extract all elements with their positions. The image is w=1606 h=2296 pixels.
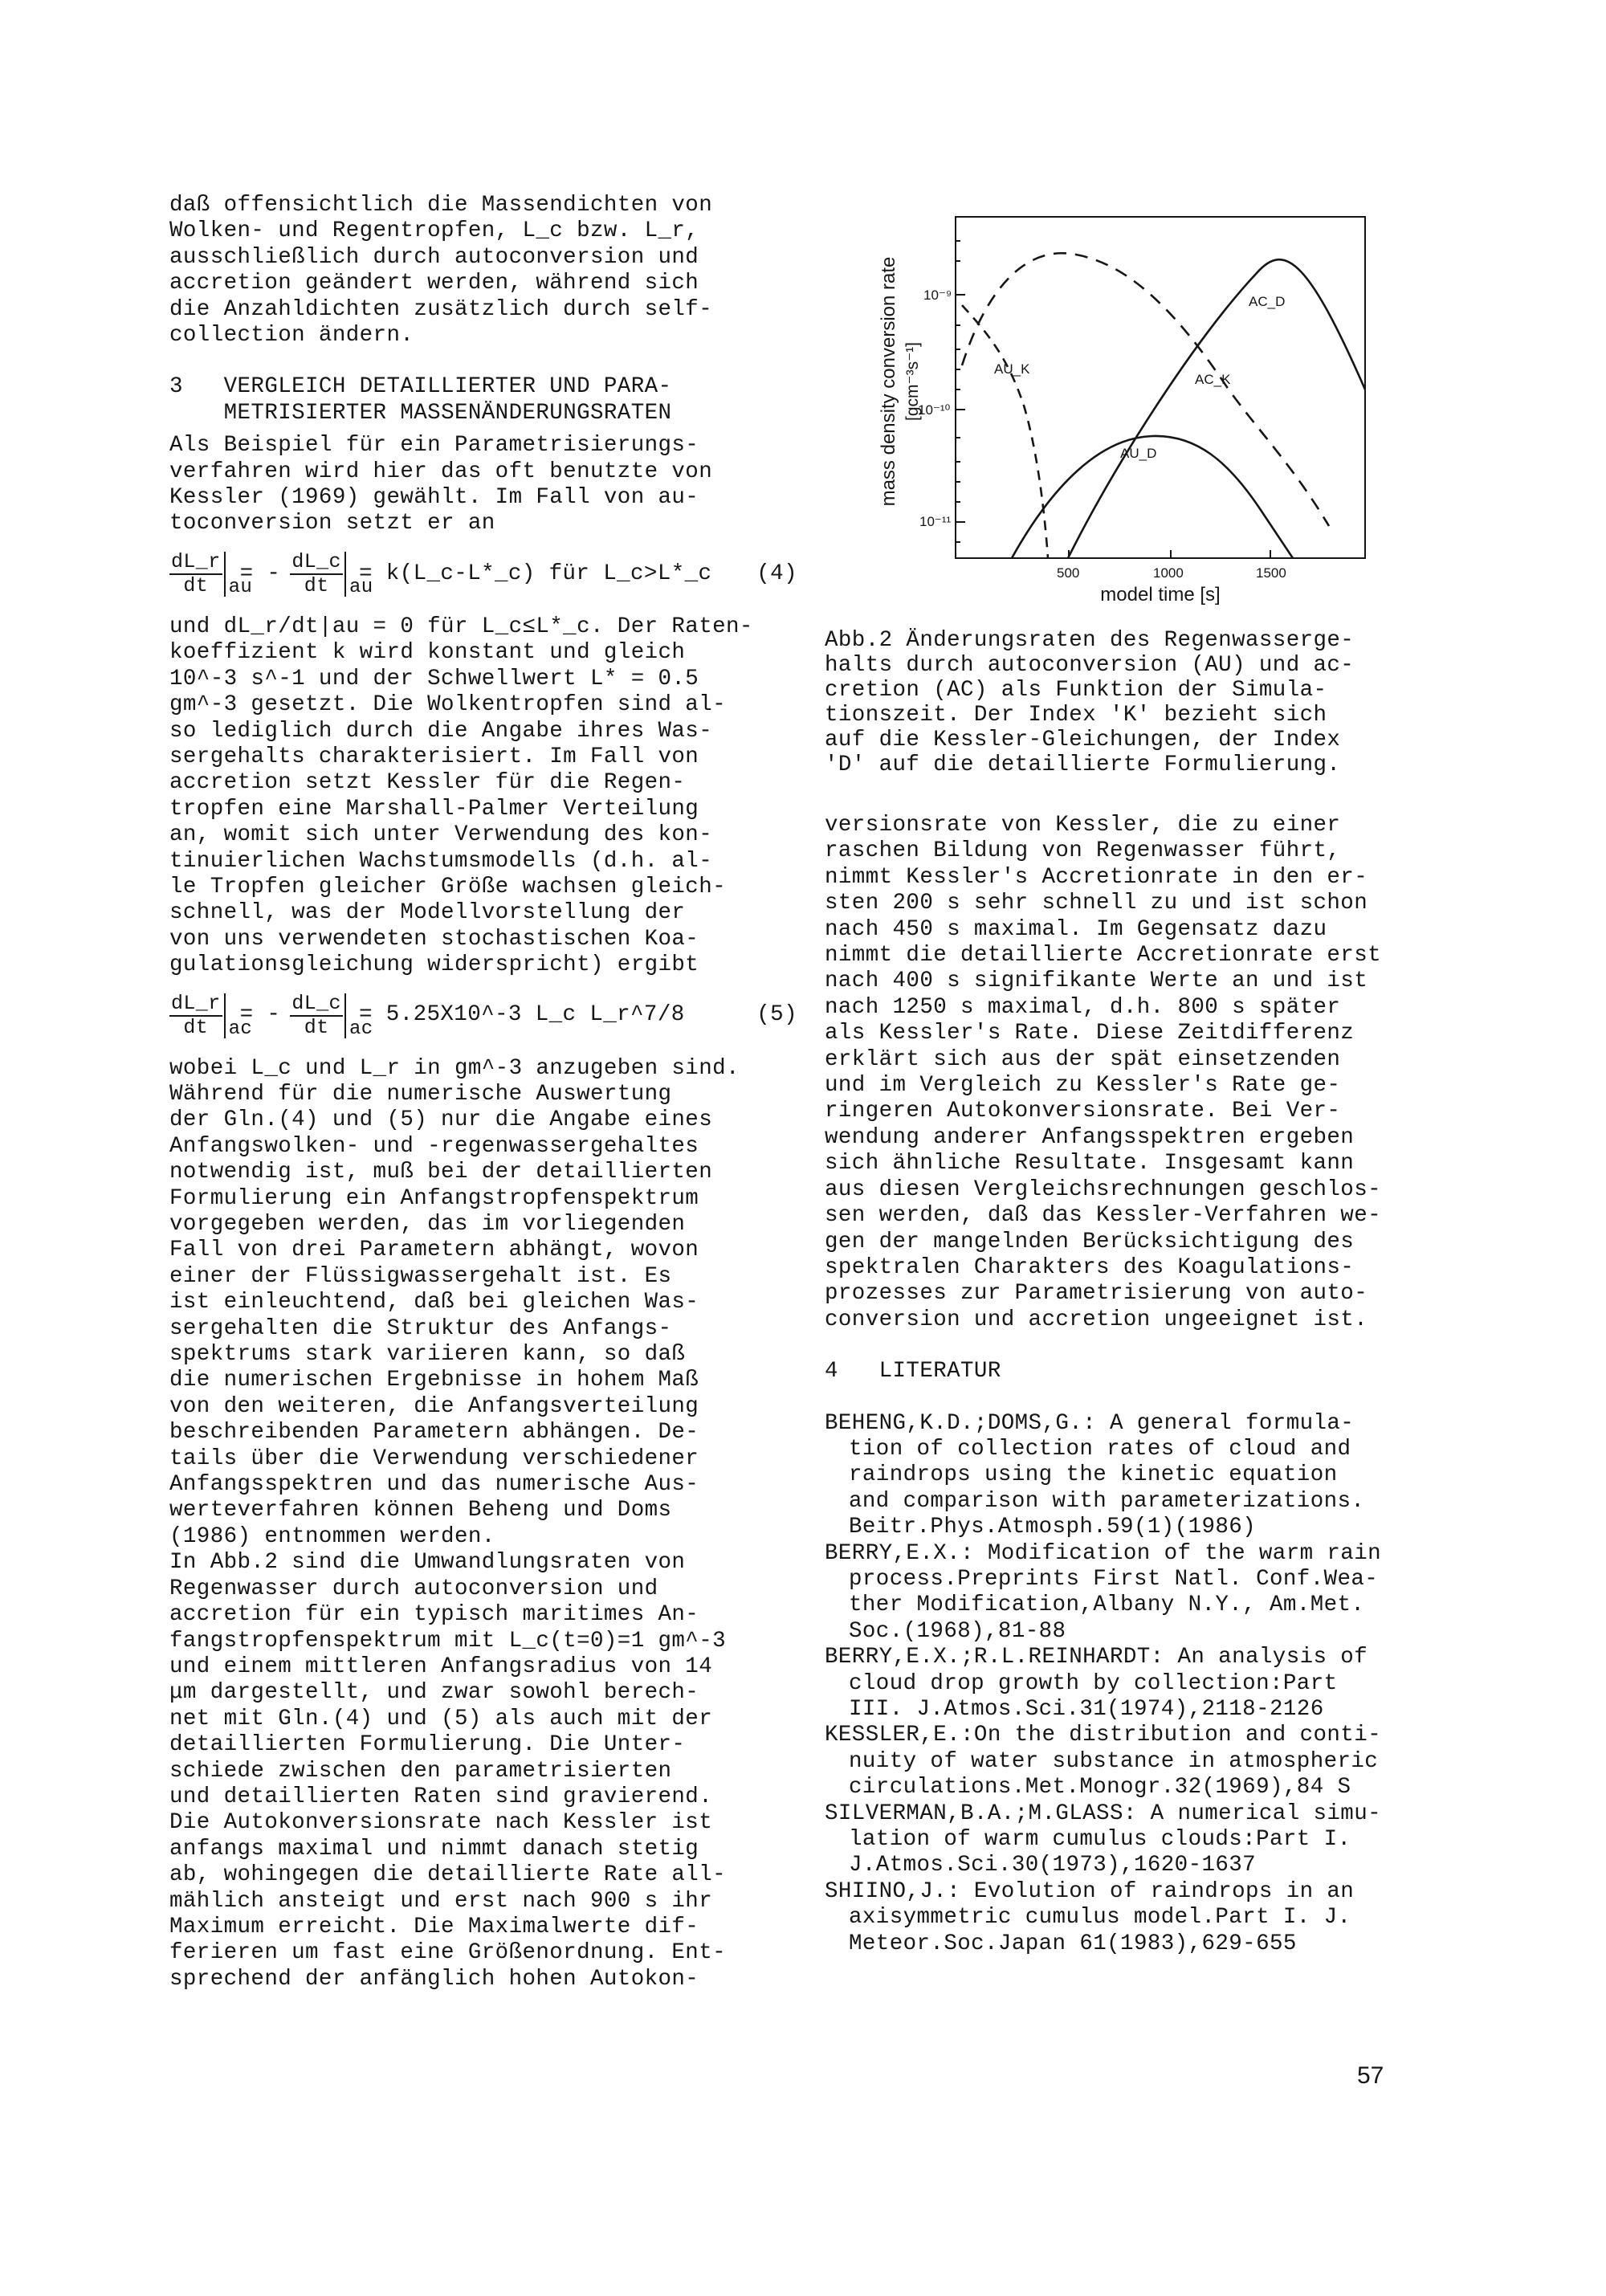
y-axis-units: [gcm⁻³s⁻¹] (903, 342, 922, 421)
equation-5: $\frac{dL\_r}{dt}$ ac = - $\frac{dL\_c}{dt}$ ac = 5.25X10^-3 L_c L_r^7/8 (5) (171, 991, 797, 1041)
paragraph-conclusion: versionsrate von Kessler, die zu einer raschen Bildung von Regenwasser führt, nimmt Kessler's Accretionrate in den er- sten 200 s sehr schnell zu und ist schon nach 450 s maximal. Im Gegensatz dazu nimmt die detaillierte Accretionrate erst nach 400 s signifikante Werte an und ist nach 1250 s maximal, d.h. 800 s später als Kessler's Rate. Diese Zeitdifferenz erklärt sich aus der spät einsetzenden und im Vergleich zu Kessler's Rate ge- ringeren Autokonversionsrate. Bei Ver- wendung anderer Anfangsspektren ergeben sich ähnliche Resultate. Insgesamt kann aus diesen Vergleichsrechnungen geschlos- sen werden, daß das Kessler-Verfahren we- gen der mangelnden Berücksichtigung des spektralen Charakters des Koagulations- prozesses zur Parametrisierung von auto- conversion und accretion ungeeignet ist. (825, 813, 1382, 1332)
x-tick-1000: 1000 (1153, 565, 1184, 581)
x-axis-label: model time [s] (1100, 584, 1221, 606)
eq5-lhs-fraction: $\frac{dL\_r}{dt}$ (171, 991, 221, 1039)
eq4-mid-fraction: $\frac{dL\_c}{dt}$ (291, 549, 341, 597)
y-axis-label: mass density conversion rate (878, 256, 899, 507)
eq5-number: (5) (756, 1002, 797, 1028)
equation-4: $\frac{dL\_r}{dt}$ au = - $\frac{dL\_c}{dt}$ au = k(L_c-L*_c) für L_c>L*_c (4) (171, 549, 797, 599)
label-au-k: AU_K (994, 361, 1030, 377)
plot-frame (956, 217, 1365, 558)
reference-item: SHIINO,J.: Evolution of raindrops in an axisymmetric cumulus model.Part I. J. Meteor.Soc.Japan 61(1983),629-655 (825, 1878, 1355, 1956)
figure-caption: Abb.2 Änderungsraten des Regenwasserge- halts durch autoconversion (AU) und ac- cretion (AC) als Funktion der Simula- tionszeit. Der Index 'K' bezieht sich auf die Kessler-Gleichungen, der Index 'D' auf die detaillierte Formulierung. (825, 628, 1355, 777)
label-au-d: AU_D (1120, 446, 1157, 461)
y-tick-1e-10: 10⁻¹⁰ (918, 402, 951, 418)
eq4-rhs: = k(L_c-L*_c) für L_c>L*_c (358, 561, 712, 586)
reference-item: BERRY,E.X.;R.L.REINHARDT: An analysis of cloud drop growth by collection:Part III. J.Atmos.Sci.31(1974),2118-2126 (825, 1645, 1368, 1722)
label-ac-d: AC_D (1249, 294, 1286, 309)
reference-item: BEHENG,K.D.;DOMS,G.: A general formula- tion of collection rates of cloud and raindrops using the kinetic equation and comparison with parameterizations. Beitr.Phys.Atmosph.59(1)(1986) (825, 1410, 1365, 1540)
x-ticks (1069, 550, 1270, 558)
x-tick-1500: 1500 (1256, 565, 1286, 581)
y-tick-1e-9: 10⁻⁹ (923, 288, 952, 303)
reference-list (825, 1411, 1463, 1958)
reference-item: KESSLER,E.:On the distribution and conti- nuity of water substance in atmospheric circulations.Met.Monogr.32(1969),84 S (825, 1723, 1382, 1801)
right-column (825, 813, 1463, 1957)
eq4-eval-bar: au (224, 552, 226, 597)
paragraph-comparison: wobei L_c und L_r in gm^-3 anzugeben sind. Während für die numerische Auswertung der Gln.(4) und (5) nur die Angabe eines Anfangswolken- und -regenwassergehaltes notwendig ist, muß bei der detaillierten Formulierung ein Anfangstropfenspektrum vorgegeben werden, das im vorliegenden Fall von drei Parametern abhängt, wovon einer der Flüssigwassergehalt ist. Es ist einleuchtend, daß bei gleichen Was- sergehalten die Struktur des Anfangs- spektrums stark variieren kann, so daß die numerischen Ergebnisse in hohem Maß von den weiteren, die Anfangsverteilung beschreibenden Parametern abhängen. De- tails über die Verwendung verschiedener Anfangsspektren und das numerische Aus- werteverfahren können Beheng und Doms (1986) entnommen werden. In Abb.2 sind die Umwandlungsraten von Regenwasser durch autoconversion und accretion für ein typisch maritimes An- fangstropfenspektrum mit L_c(t=0)=1 gm^-3 und einem mittleren Anfangsradius von 14 μm dargestellt, und zwar sowohl berech- net mit Gln.(4) und (5) als auch mit der detaillierten Formulierung. Die Unter- schiede zwischen den parametrisierten und detaillierten Raten sind gravierend. Die Autokonversionsrate nach Kessler ist anfangs maximal und nimmt danach stetig ab, wohingegen die detaillierte Rate all- mählich ansteigt und erst nach 900 s ihr Maximum erreicht. Die Maximalwerte dif- ferieren um fast eine Größenordnung. Ent- sprechend der anfänglich hohen Autokon- (169, 1055, 740, 1992)
conversion-rate-plot (875, 197, 1397, 614)
eq4-lhs-fraction: $\frac{dL\_r}{dt}$ (171, 549, 221, 597)
y-ticks (956, 241, 965, 542)
reference-item: BERRY,E.X.: Modification of the warm rain process.Preprints First Natl. Conf.Wea- ther Modification,Albany N.Y., Am.Met. Soc.(1968),81-88 (825, 1540, 1382, 1644)
curve-ac-d (1068, 259, 1365, 558)
page-number: 57 (1357, 2062, 1384, 2089)
intro-paragraph: daß offensichtlich die Massendichten von Wolken- und Regentropfen, L_c bzw. L_r, ausschließlich durch autoconversion und accretion geändert werden, während sich die Anzahldichten zusätzlich durch self- collection ändern. (169, 193, 713, 349)
eq4-number: (4) (756, 561, 797, 586)
y-tick-1e-11: 10⁻¹¹ (919, 514, 952, 529)
section-3-heading: 3 VERGLEICH DETAILLIERTER UND PARA- METRISIERTER MASSENÄNDERUNGSRATEN (169, 374, 672, 426)
x-tick-500: 500 (1057, 565, 1080, 581)
left-column (169, 193, 804, 1992)
eq5-rhs: = 5.25X10^-3 L_c L_r^7/8 (358, 1002, 685, 1028)
section-4-heading: 4 LITERATUR (825, 1359, 1001, 1385)
eq5-mid-fraction: $\frac{dL\_c}{dt}$ (291, 991, 341, 1039)
paragraph-kessler-intro: Als Beispiel für ein Parametrisierungs- verfahren wird hier das oft benutzte von Kessler (1969) gewählt. Im Fall von au- toconversion setzt er an (169, 433, 713, 536)
figure-abb2 (875, 197, 1397, 614)
reference-item: SILVERMAN,B.A.;M.GLASS: A numerical simu- lation of warm cumulus clouds:Part I. J.Atmos.Sci.30(1973),1620-1637 (825, 1801, 1382, 1878)
label-ac-k: AC_K (1195, 372, 1231, 387)
paragraph-kessler-params: und dL_r/dt|au = 0 für L_c≤L*_c. Der Raten- koeffizient k wird konstant und gleich 10^-3 s^-1 und der Schwellwert L* = 0.5 gm^-3 gesetzt. Die Wolkentropfen sind al- so lediglich durch die Angabe ihres Was- sergehalts charakterisiert. Im Fall von accretion setzt Kessler für die Regen- tropfen eine Marshall-Palmer Verteilung an, womit sich unter Verwendung des kon- tinuierlichen Wachstumsmodells (d.h. al- le Tropfen gleicher Größe wachsen gleich- schnell, was der Modellvorstellung der von uns verwendeten stochastischen Koa- gulationsgleichung widerspricht) ergibt (169, 614, 753, 978)
